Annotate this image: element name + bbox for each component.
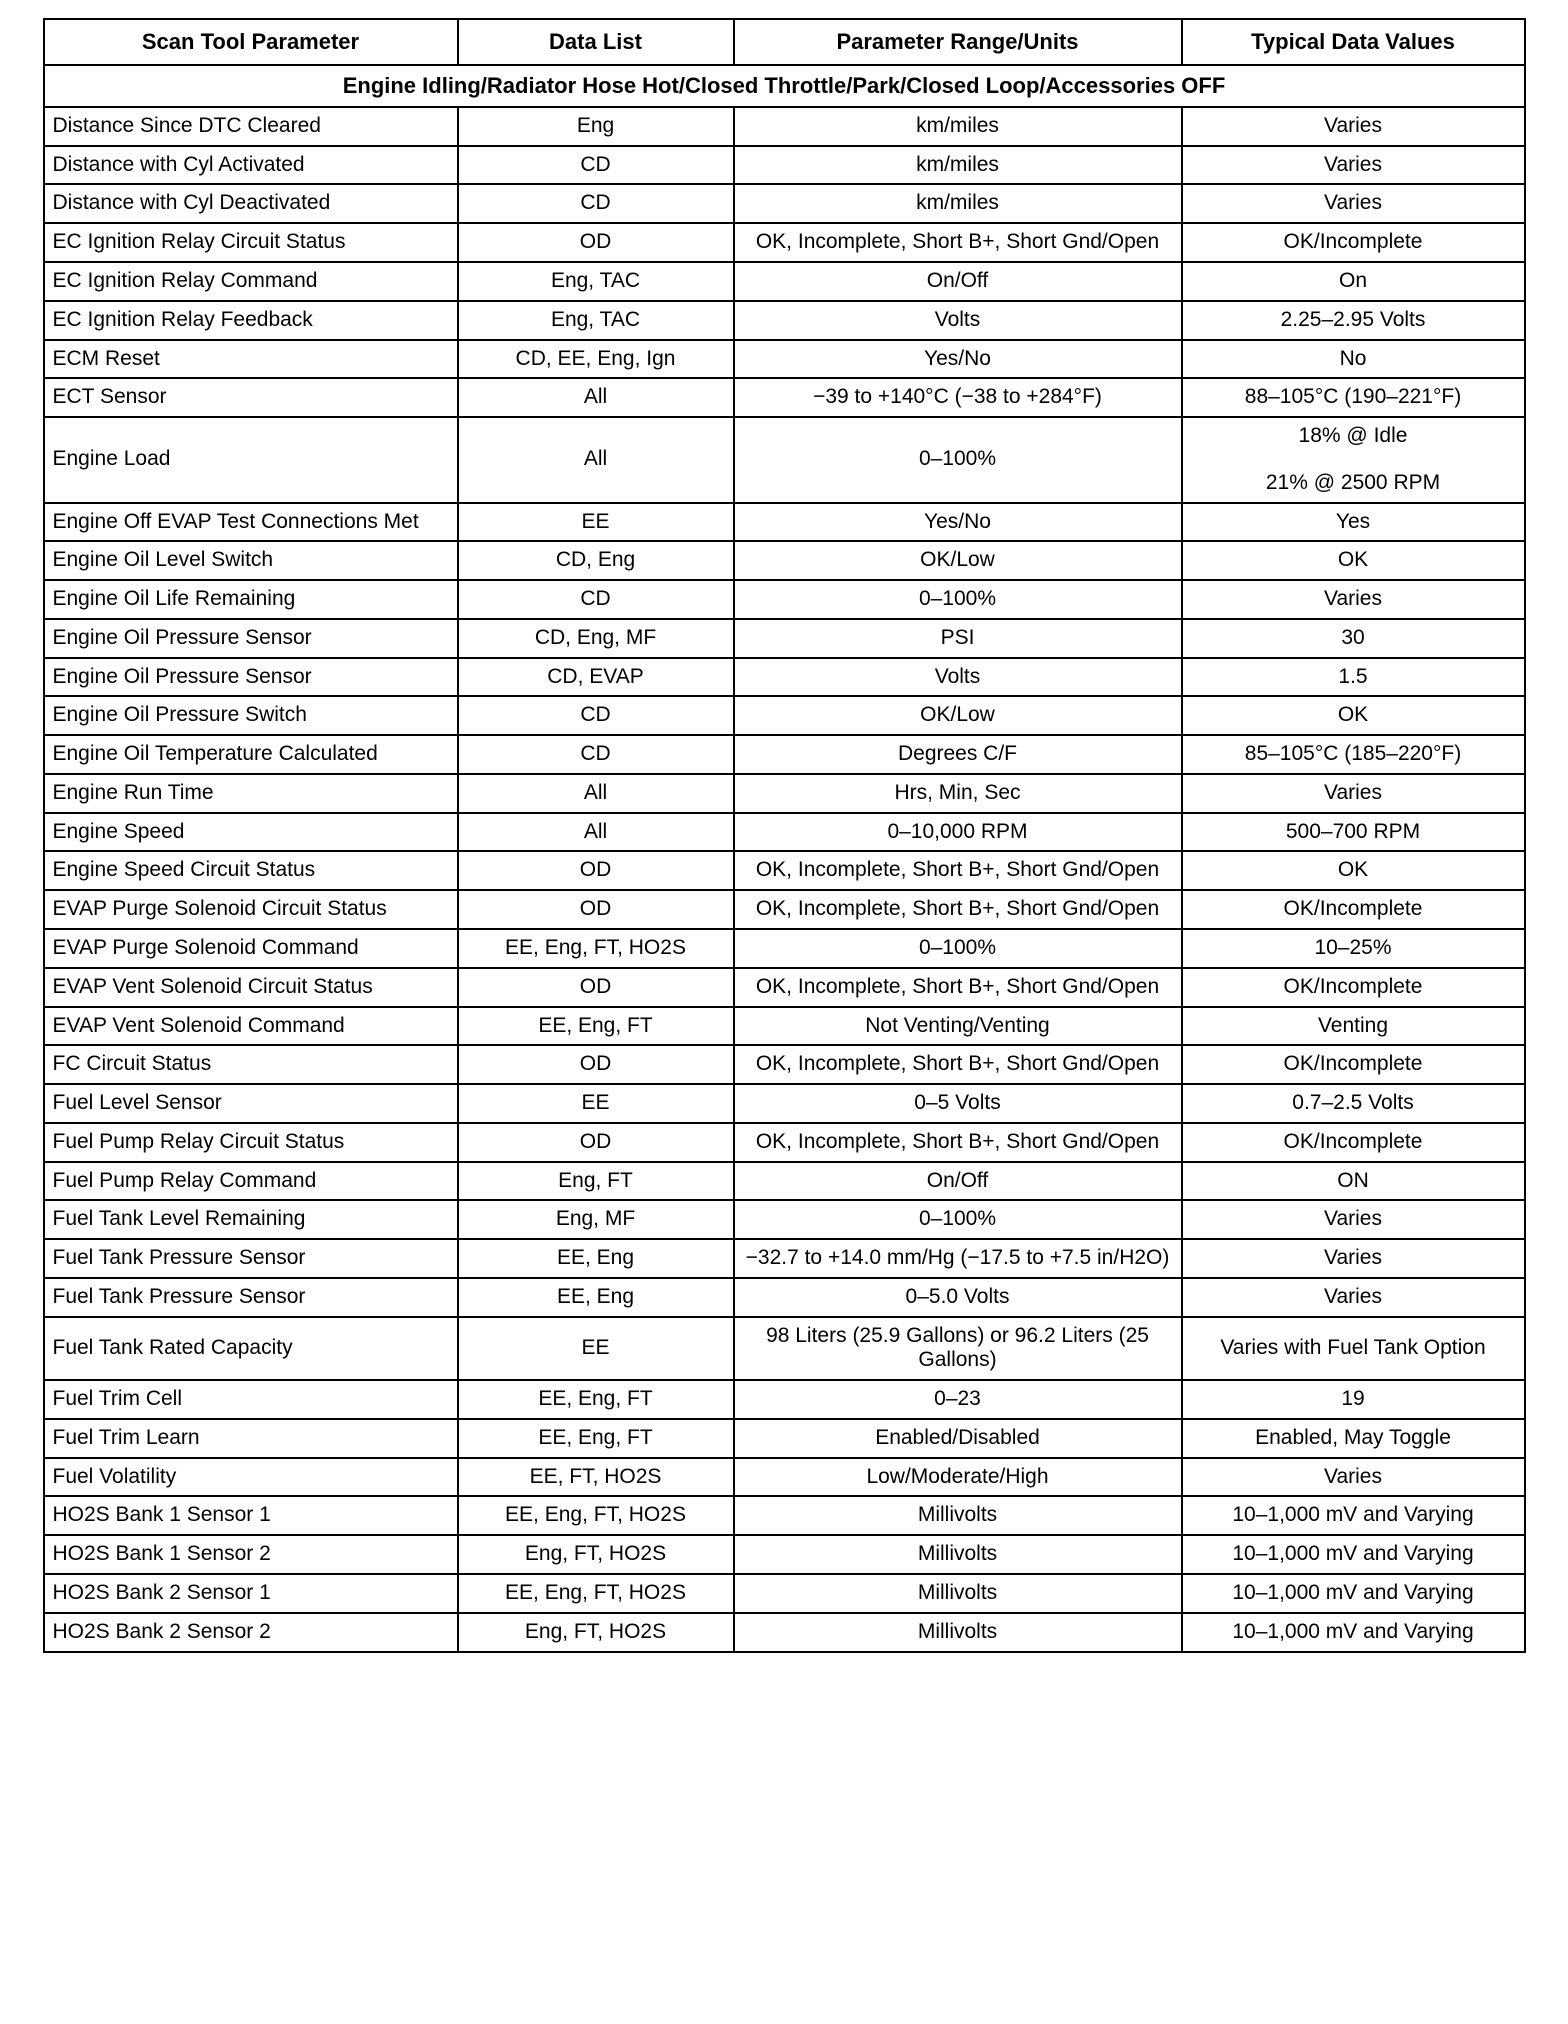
- cell-typical-value: Yes: [1182, 503, 1525, 542]
- table-row: [44, 107, 1525, 146]
- scan-tool-parameter-table: [43, 18, 1526, 1653]
- table-row: [44, 696, 1525, 735]
- table-row: [44, 1239, 1525, 1278]
- cell-typical-value: Venting: [1182, 1007, 1525, 1046]
- cell-parameter: Fuel Volatility: [44, 1458, 458, 1497]
- table-row: [44, 1200, 1525, 1239]
- column-header-scan-tool-parameter: Scan Tool Parameter: [44, 19, 458, 65]
- cell-parameter: EC Ignition Relay Feedback: [44, 301, 458, 340]
- cell-range-units: Millivolts: [734, 1535, 1182, 1574]
- cell-typical-value: 88–105°C (190–221°F): [1182, 378, 1525, 417]
- cell-data-list: EE, FT, HO2S: [458, 1458, 734, 1497]
- cell-data-list: EE, Eng: [458, 1239, 734, 1278]
- cell-typical-value: OK: [1182, 541, 1525, 580]
- cell-range-units: OK, Incomplete, Short B+, Short Gnd/Open: [734, 890, 1182, 929]
- cell-range-units: km/miles: [734, 107, 1182, 146]
- cell-typical-value: OK/Incomplete: [1182, 890, 1525, 929]
- cell-typical-value: 10–1,000 mV and Varying: [1182, 1613, 1525, 1652]
- typical-value-line-2: 21% @ 2500 RPM: [1265, 470, 1441, 494]
- column-header-data-list: Data List: [458, 19, 734, 65]
- cell-typical-value: On: [1182, 262, 1525, 301]
- table-row: [44, 1380, 1525, 1419]
- cell-range-units: Millivolts: [734, 1613, 1182, 1652]
- cell-parameter: Engine Oil Pressure Switch: [44, 696, 458, 735]
- cell-typical-value: OK/Incomplete: [1182, 223, 1525, 262]
- cell-range-units: 98 Liters (25.9 Gallons) or 96.2 Liters (25 Gallons): [734, 1317, 1182, 1381]
- cell-range-units: 0–5 Volts: [734, 1084, 1182, 1123]
- cell-data-list: Eng, MF: [458, 1200, 734, 1239]
- cell-parameter: Distance with Cyl Deactivated: [44, 184, 458, 223]
- typical-value-line-1: 18% @ Idle: [1298, 424, 1408, 448]
- cell-parameter: Distance with Cyl Activated: [44, 146, 458, 185]
- cell-range-units: Millivolts: [734, 1574, 1182, 1613]
- table-row: [44, 1084, 1525, 1123]
- table-row: [44, 340, 1525, 379]
- cell-typical-value: 0.7–2.5 Volts: [1182, 1084, 1525, 1123]
- cell-parameter: Engine Oil Pressure Sensor: [44, 658, 458, 697]
- cell-parameter: Fuel Pump Relay Circuit Status: [44, 1123, 458, 1162]
- cell-range-units: OK, Incomplete, Short B+, Short Gnd/Open: [734, 223, 1182, 262]
- cell-data-list: CD, EE, Eng, Ign: [458, 340, 734, 379]
- cell-typical-value: Varies: [1182, 107, 1525, 146]
- cell-data-list: CD: [458, 735, 734, 774]
- cell-data-list: All: [458, 813, 734, 852]
- cell-parameter: Fuel Pump Relay Command: [44, 1162, 458, 1201]
- cell-data-list: CD: [458, 184, 734, 223]
- cell-data-list: EE, Eng, FT: [458, 1007, 734, 1046]
- table-row: [44, 1613, 1525, 1652]
- cell-parameter: Engine Speed Circuit Status: [44, 851, 458, 890]
- cell-range-units: Volts: [734, 301, 1182, 340]
- table-row: [44, 968, 1525, 1007]
- cell-typical-value: Varies: [1182, 1200, 1525, 1239]
- cell-data-list: Eng, FT: [458, 1162, 734, 1201]
- table-row: [44, 774, 1525, 813]
- cell-parameter: Engine Oil Pressure Sensor: [44, 619, 458, 658]
- table-header: [44, 19, 1525, 65]
- table-row: [44, 735, 1525, 774]
- cell-typical-value: Varies: [1182, 774, 1525, 813]
- table-row: [44, 890, 1525, 929]
- cell-parameter: Fuel Tank Rated Capacity: [44, 1317, 458, 1381]
- table-row: [44, 184, 1525, 223]
- cell-range-units: Enabled/Disabled: [734, 1419, 1182, 1458]
- table-body: [44, 65, 1525, 1652]
- cell-typical-value: Varies: [1182, 1239, 1525, 1278]
- cell-data-list: CD, Eng: [458, 541, 734, 580]
- cell-data-list: All: [458, 378, 734, 417]
- cell-range-units: Volts: [734, 658, 1182, 697]
- cell-parameter: Engine Speed: [44, 813, 458, 852]
- cell-data-list: CD: [458, 146, 734, 185]
- section-title: Engine Idling/Radiator Hose Hot/Closed Throttle/Park/Closed Loop/Accessories OFF: [44, 65, 1525, 107]
- table-row: [44, 929, 1525, 968]
- table-row: [44, 851, 1525, 890]
- cell-range-units: km/miles: [734, 146, 1182, 185]
- table-row: [44, 1574, 1525, 1613]
- cell-data-list: EE, Eng, FT: [458, 1419, 734, 1458]
- cell-typical-value: Enabled, May Toggle: [1182, 1419, 1525, 1458]
- cell-range-units: OK, Incomplete, Short B+, Short Gnd/Open: [734, 1123, 1182, 1162]
- table-header-row: [44, 19, 1525, 65]
- table-row: [44, 262, 1525, 301]
- cell-parameter: Engine Load: [44, 417, 458, 503]
- table-row: [44, 813, 1525, 852]
- table-row: [44, 658, 1525, 697]
- cell-data-list: OD: [458, 1045, 734, 1084]
- cell-parameter: EC Ignition Relay Circuit Status: [44, 223, 458, 262]
- cell-range-units: Not Venting/Venting: [734, 1007, 1182, 1046]
- table-row: [44, 301, 1525, 340]
- cell-typical-value: 85–105°C (185–220°F): [1182, 735, 1525, 774]
- cell-typical-value: [1182, 417, 1525, 503]
- cell-typical-value: OK: [1182, 851, 1525, 890]
- cell-typical-value: 1.5: [1182, 658, 1525, 697]
- cell-data-list: CD: [458, 696, 734, 735]
- cell-typical-value: 2.25–2.95 Volts: [1182, 301, 1525, 340]
- cell-parameter: Fuel Trim Learn: [44, 1419, 458, 1458]
- typical-value-spacer: [1191, 449, 1516, 471]
- cell-data-list: OD: [458, 890, 734, 929]
- cell-parameter: EVAP Vent Solenoid Circuit Status: [44, 968, 458, 1007]
- cell-parameter: Engine Oil Temperature Calculated: [44, 735, 458, 774]
- cell-range-units: Millivolts: [734, 1496, 1182, 1535]
- cell-parameter: Fuel Level Sensor: [44, 1084, 458, 1123]
- cell-data-list: CD, EVAP: [458, 658, 734, 697]
- section-title-row: [44, 65, 1525, 107]
- cell-range-units: −39 to +140°C (−38 to +284°F): [734, 378, 1182, 417]
- cell-range-units: OK, Incomplete, Short B+, Short Gnd/Open: [734, 1045, 1182, 1084]
- cell-typical-value: Varies: [1182, 1278, 1525, 1317]
- cell-parameter: Fuel Tank Pressure Sensor: [44, 1239, 458, 1278]
- column-header-typical-data-values: Typical Data Values: [1182, 19, 1525, 65]
- table-row: [44, 1496, 1525, 1535]
- table-row: [44, 619, 1525, 658]
- cell-data-list: OD: [458, 223, 734, 262]
- cell-range-units: 0–100%: [734, 929, 1182, 968]
- cell-parameter: ECM Reset: [44, 340, 458, 379]
- cell-typical-value: 30: [1182, 619, 1525, 658]
- table-row: [44, 1317, 1525, 1381]
- cell-data-list: OD: [458, 968, 734, 1007]
- cell-data-list: OD: [458, 851, 734, 890]
- cell-parameter: HO2S Bank 2 Sensor 2: [44, 1613, 458, 1652]
- cell-data-list: EE: [458, 1317, 734, 1381]
- table-row: [44, 1045, 1525, 1084]
- cell-data-list: Eng, FT, HO2S: [458, 1535, 734, 1574]
- table-row: [44, 378, 1525, 417]
- cell-parameter: Distance Since DTC Cleared: [44, 107, 458, 146]
- cell-typical-value: No: [1182, 340, 1525, 379]
- cell-data-list: CD: [458, 580, 734, 619]
- cell-data-list: Eng, TAC: [458, 262, 734, 301]
- cell-data-list: Eng: [458, 107, 734, 146]
- cell-data-list: All: [458, 774, 734, 813]
- cell-range-units: −32.7 to +14.0 mm/Hg (−17.5 to +7.5 in/H2O): [734, 1239, 1182, 1278]
- table-row: [44, 417, 1525, 503]
- cell-parameter: HO2S Bank 1 Sensor 2: [44, 1535, 458, 1574]
- cell-parameter: Engine Oil Life Remaining: [44, 580, 458, 619]
- table-row: [44, 1535, 1525, 1574]
- table-row: [44, 1278, 1525, 1317]
- cell-data-list: All: [458, 417, 734, 503]
- cell-parameter: Fuel Tank Level Remaining: [44, 1200, 458, 1239]
- table-row: [44, 146, 1525, 185]
- column-header-parameter-range-units: Parameter Range/Units: [734, 19, 1182, 65]
- cell-range-units: OK, Incomplete, Short B+, Short Gnd/Open: [734, 851, 1182, 890]
- cell-range-units: 0–5.0 Volts: [734, 1278, 1182, 1317]
- cell-data-list: EE, Eng: [458, 1278, 734, 1317]
- cell-typical-value: 10–25%: [1182, 929, 1525, 968]
- cell-parameter: FC Circuit Status: [44, 1045, 458, 1084]
- cell-typical-value: Varies: [1182, 1458, 1525, 1497]
- table-row: [44, 223, 1525, 262]
- cell-range-units: km/miles: [734, 184, 1182, 223]
- cell-typical-value: Varies: [1182, 580, 1525, 619]
- cell-range-units: 0–10,000 RPM: [734, 813, 1182, 852]
- cell-range-units: Low/Moderate/High: [734, 1458, 1182, 1497]
- cell-range-units: OK/Low: [734, 696, 1182, 735]
- cell-typical-value: 500–700 RPM: [1182, 813, 1525, 852]
- cell-range-units: 0–23: [734, 1380, 1182, 1419]
- cell-range-units: OK, Incomplete, Short B+, Short Gnd/Open: [734, 968, 1182, 1007]
- cell-typical-value: OK/Incomplete: [1182, 1123, 1525, 1162]
- cell-range-units: Yes/No: [734, 340, 1182, 379]
- cell-range-units: On/Off: [734, 262, 1182, 301]
- cell-data-list: EE, Eng, FT: [458, 1380, 734, 1419]
- cell-data-list: Eng, TAC: [458, 301, 734, 340]
- cell-parameter: Fuel Tank Pressure Sensor: [44, 1278, 458, 1317]
- cell-range-units: 0–100%: [734, 1200, 1182, 1239]
- cell-data-list: EE, Eng, FT, HO2S: [458, 1496, 734, 1535]
- cell-range-units: Hrs, Min, Sec: [734, 774, 1182, 813]
- cell-data-list: EE, Eng, FT, HO2S: [458, 929, 734, 968]
- table-row: [44, 1123, 1525, 1162]
- table-row: [44, 1162, 1525, 1201]
- table-row: [44, 1419, 1525, 1458]
- cell-typical-value: OK: [1182, 696, 1525, 735]
- cell-typical-value: OK/Incomplete: [1182, 968, 1525, 1007]
- cell-parameter: HO2S Bank 1 Sensor 1: [44, 1496, 458, 1535]
- cell-parameter: EC Ignition Relay Command: [44, 262, 458, 301]
- cell-typical-value: Varies with Fuel Tank Option: [1182, 1317, 1525, 1381]
- cell-data-list: EE: [458, 503, 734, 542]
- cell-range-units: 0–100%: [734, 580, 1182, 619]
- table-row: [44, 1007, 1525, 1046]
- cell-parameter: Engine Oil Level Switch: [44, 541, 458, 580]
- cell-data-list: CD, Eng, MF: [458, 619, 734, 658]
- cell-range-units: 0–100%: [734, 417, 1182, 503]
- cell-typical-value: 10–1,000 mV and Varying: [1182, 1574, 1525, 1613]
- cell-typical-value: 19: [1182, 1380, 1525, 1419]
- cell-range-units: Degrees C/F: [734, 735, 1182, 774]
- cell-typical-value: 10–1,000 mV and Varying: [1182, 1535, 1525, 1574]
- cell-data-list: OD: [458, 1123, 734, 1162]
- cell-typical-value: Varies: [1182, 184, 1525, 223]
- cell-parameter: Engine Run Time: [44, 774, 458, 813]
- cell-data-list: EE: [458, 1084, 734, 1123]
- cell-range-units: PSI: [734, 619, 1182, 658]
- cell-parameter: EVAP Vent Solenoid Command: [44, 1007, 458, 1046]
- table-row: [44, 503, 1525, 542]
- cell-range-units: Yes/No: [734, 503, 1182, 542]
- cell-range-units: On/Off: [734, 1162, 1182, 1201]
- cell-parameter: EVAP Purge Solenoid Command: [44, 929, 458, 968]
- cell-parameter: ECT Sensor: [44, 378, 458, 417]
- cell-typical-value: Varies: [1182, 146, 1525, 185]
- cell-parameter: EVAP Purge Solenoid Circuit Status: [44, 890, 458, 929]
- table-row: [44, 580, 1525, 619]
- cell-data-list: EE, Eng, FT, HO2S: [458, 1574, 734, 1613]
- cell-typical-value: ON: [1182, 1162, 1525, 1201]
- cell-parameter: Engine Off EVAP Test Connections Met: [44, 503, 458, 542]
- cell-parameter: HO2S Bank 2 Sensor 1: [44, 1574, 458, 1613]
- cell-typical-value: 10–1,000 mV and Varying: [1182, 1496, 1525, 1535]
- cell-data-list: Eng, FT, HO2S: [458, 1613, 734, 1652]
- table-row: [44, 1458, 1525, 1497]
- cell-parameter: Fuel Trim Cell: [44, 1380, 458, 1419]
- cell-range-units: OK/Low: [734, 541, 1182, 580]
- cell-typical-value: OK/Incomplete: [1182, 1045, 1525, 1084]
- table-row: [44, 541, 1525, 580]
